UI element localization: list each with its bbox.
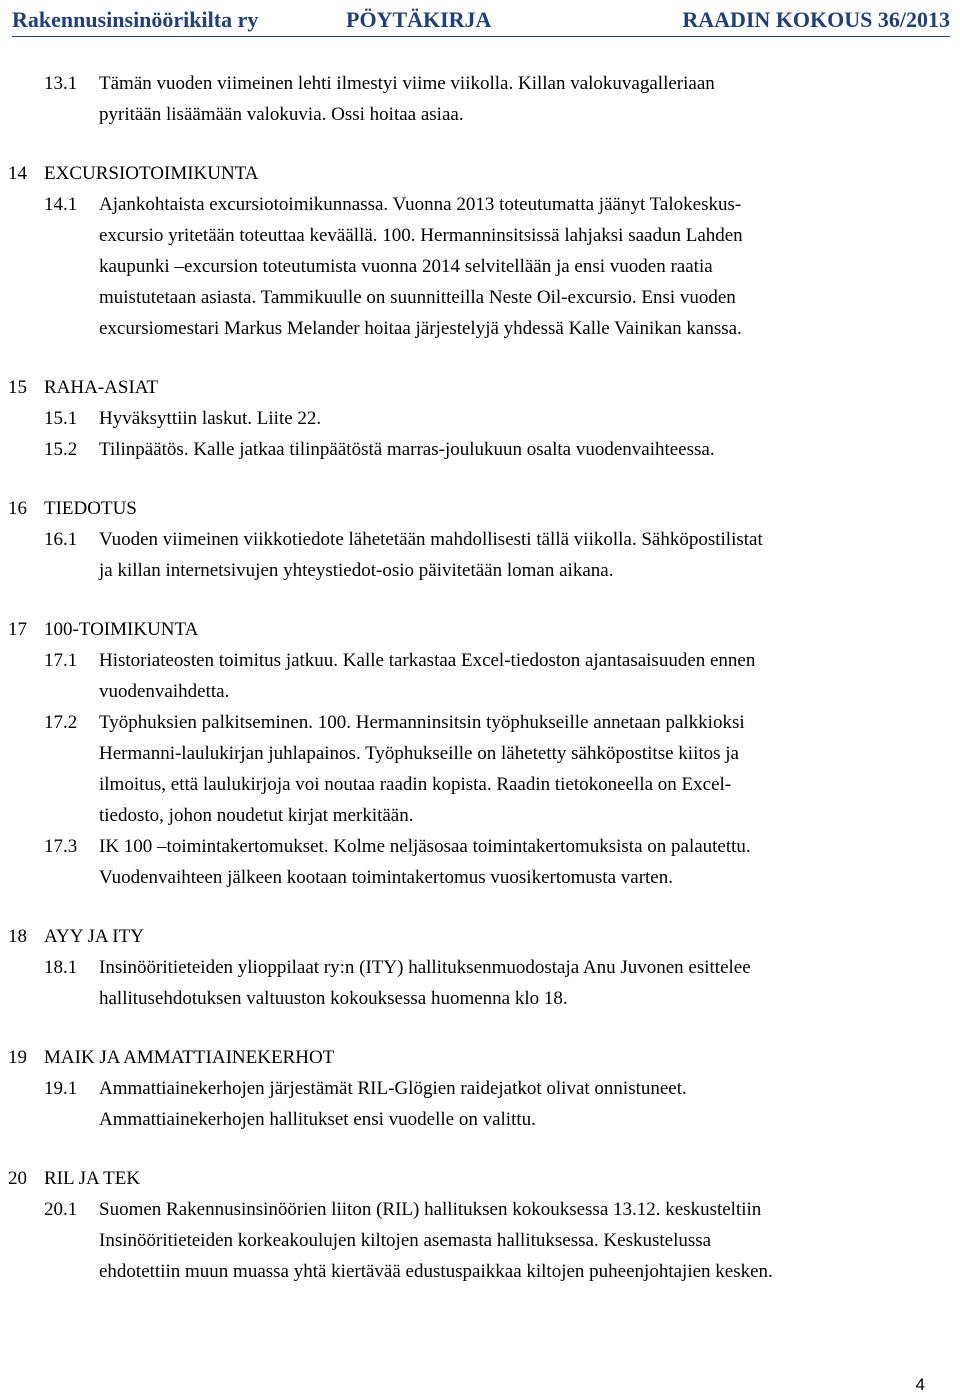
agenda-subitem xyxy=(0,952,960,1014)
section-title: 100-TOIMIKUNTA xyxy=(44,619,199,640)
agenda-subitem xyxy=(0,1073,960,1135)
subitem-text-line: ja killan internetsivujen yhteystiedot-osio päivitetään loman aikana. xyxy=(99,560,614,581)
section-title: MAIK JA AMMATTIAINEKERHOT xyxy=(44,1047,335,1068)
subitem-text-line: kaupunki –excursion toteutumista vuonna 2014 selvitellään ja ensi vuoden raatia xyxy=(99,256,713,277)
section-number: 14 xyxy=(8,163,27,184)
subitem-text-line: Historiateosten toimitus jatkuu. Kalle tarkastaa Excel-tiedoston ajantasaisuuden ennen xyxy=(99,650,756,671)
subitem-text-line: IK 100 –toimintakertomukset. Kolme neljäsosaa toimintakertomuksista on palautettu. xyxy=(99,836,751,857)
section-number: 16 xyxy=(8,498,27,519)
subitem-text-line: Tilinpäätös. Kalle jatkaa tilinpäätöstä marras-joulukuun osalta vuodenvaihteessa. xyxy=(99,439,715,460)
agenda-subitem xyxy=(0,645,960,707)
section-number: 20 xyxy=(8,1168,27,1189)
subitem-text-line: Ajankohtaista excursiotoimikunnassa. Vuonna 2013 toteutumatta jäänyt Talokeskus- xyxy=(99,194,742,215)
section-heading xyxy=(0,614,960,645)
agenda-subitem xyxy=(0,403,960,434)
agenda-subitem xyxy=(0,1194,960,1287)
subitem-text-line: pyritään lisäämään valokuvia. Ossi hoitaa asiaa. xyxy=(99,104,464,125)
section-title: RIL JA TEK xyxy=(44,1168,141,1189)
subitem-number: 16.1 xyxy=(44,529,78,550)
header-document-type: PÖYTÄKIRJA xyxy=(346,7,492,32)
subitem-text-line: Työphuksien palkitseminen. 100. Hermanninsitsin työphukseille annetaan palkkioksi xyxy=(99,712,745,733)
section-number: 18 xyxy=(8,926,27,947)
section-gap xyxy=(0,1014,960,1042)
section-gap xyxy=(0,893,960,921)
subitem-number: 20.1 xyxy=(44,1199,78,1220)
subitem-text-line: excursiomestari Markus Melander hoitaa järjestelyjä yhdessä Kalle Vainikan kanssa. xyxy=(99,318,742,339)
subitem-number: 19.1 xyxy=(44,1078,78,1099)
subitem-text-line: Ammattiainekerhojen järjestämät RIL-Glögien raidejatkot olivat onnistuneet. xyxy=(99,1078,687,1099)
section-number: 15 xyxy=(8,377,27,398)
header-organization: Rakennusinsinöörikilta ry xyxy=(12,7,259,32)
section-heading xyxy=(0,158,960,189)
section-title: EXCURSIOTOIMIKUNTA xyxy=(44,163,259,184)
section-gap xyxy=(0,465,960,493)
agenda-subitem xyxy=(0,831,960,893)
section-gap xyxy=(0,586,960,614)
section-heading xyxy=(0,1163,960,1194)
subitem-number: 13.1 xyxy=(44,73,78,94)
subitem-text-line: tiedosto, johon noudetut kirjat merkitään. xyxy=(99,805,414,826)
subitem-text-line: vuodenvaihdetta. xyxy=(99,681,230,702)
section-heading xyxy=(0,372,960,403)
subitem-text-line: Suomen Rakennusinsinöörien liiton (RIL) hallituksen kokouksessa 13.12. keskusteltiin xyxy=(99,1199,762,1220)
subitem-text-line: hallitusehdotuksen valtuuston kokouksessa huomenna klo 18. xyxy=(99,988,568,1009)
section-gap xyxy=(0,344,960,372)
section-title: RAHA-ASIAT xyxy=(44,377,158,398)
subitem-number: 15.1 xyxy=(44,408,78,429)
header-meeting: RAADIN KOKOUS 36/2013 xyxy=(682,7,950,32)
section-heading xyxy=(0,921,960,952)
section-number: 19 xyxy=(8,1047,27,1068)
subitem-number: 14.1 xyxy=(44,194,78,215)
page-number: 4 xyxy=(915,1375,925,1394)
section-gap xyxy=(0,1135,960,1163)
minutes-body xyxy=(0,68,960,1287)
subitem-text-line: Ammattiainekerhojen hallitukset ensi vuodelle on valittu. xyxy=(99,1109,536,1130)
section-heading xyxy=(0,1042,960,1073)
subitem-text-line: Hyväksyttiin laskut. Liite 22. xyxy=(99,408,322,429)
subitem-text-line: Vuodenvaihteen jälkeen kootaan toimintakertomus vuosikertomusta varten. xyxy=(99,867,673,888)
subitem-text-line: ehdotettiin muun muassa yhtä kiertävää edustuspaikkaa kiltojen puheenjohtajien kesken. xyxy=(99,1261,773,1282)
section-number: 17 xyxy=(8,619,27,640)
subitem-text-line: Insinööritieteiden korkeakoulujen kiltojen asemasta hallituksessa. Keskustelussa xyxy=(99,1230,712,1251)
subitem-number: 17.3 xyxy=(44,836,78,857)
agenda-subitem xyxy=(0,189,960,344)
section-gap xyxy=(0,130,960,158)
subitem-text-line: Hermanni-laulukirjan juhlapainos. Työphukseille on lähetetty sähköpostitse kiitos ja xyxy=(99,743,739,764)
section-title: TIEDOTUS xyxy=(44,498,137,519)
document-header xyxy=(12,2,950,37)
subitem-text-line: ilmoitus, että laulukirjoja voi noutaa raadin kopista. Raadin tietokoneella on Excel- xyxy=(99,774,732,795)
subitem-text-line: muistutetaan asiasta. Tammikuulle on suunnitteilla Neste Oil-excursio. Ensi vuoden xyxy=(99,287,736,308)
section-title: AYY JA ITY xyxy=(44,926,144,947)
subitem-text-line: Tämän vuoden viimeinen lehti ilmestyi viime viikolla. Killan valokuvagalleriaan xyxy=(99,73,715,94)
agenda-subitem xyxy=(0,68,960,130)
subitem-text-line: excursio yritetään toteuttaa keväällä. 100. Hermanninsitsissä lahjaksi saadun Lahden xyxy=(99,225,743,246)
subitem-text-line: Insinööritieteiden ylioppilaat ry:n (ITY) hallituksenmuodostaja Anu Juvonen esittelee xyxy=(99,957,751,978)
subitem-number: 15.2 xyxy=(44,439,78,460)
subitem-number: 17.2 xyxy=(44,712,78,733)
subitem-text-line: Vuoden viimeinen viikkotiedote lähetetään mahdollisesti tällä viikolla. Sähköpostilistat xyxy=(99,529,763,550)
section-heading xyxy=(0,493,960,524)
agenda-subitem xyxy=(0,707,960,831)
subitem-number: 17.1 xyxy=(44,650,78,671)
agenda-subitem xyxy=(0,524,960,586)
subitem-number: 18.1 xyxy=(44,957,78,978)
agenda-subitem xyxy=(0,434,960,465)
